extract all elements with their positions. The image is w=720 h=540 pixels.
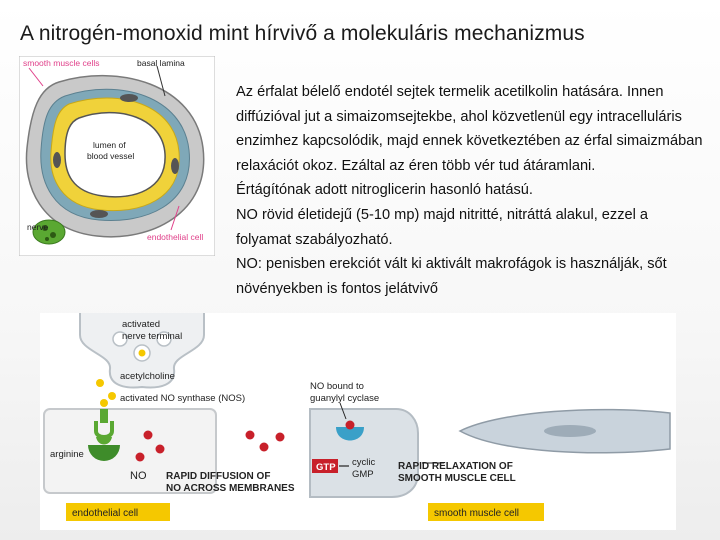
- label-nerve: nerve: [27, 222, 49, 232]
- label-activated-2: nerve terminal: [122, 331, 183, 342]
- label-no: NO: [130, 470, 147, 482]
- label-bound-2: guanylyl cyclase: [310, 393, 380, 404]
- paragraph-4: NO: penisben erekciót vált ki aktivált makrofágok is használják, sőt növényekben is fontos jelátvivő: [236, 256, 667, 297]
- paragraph-2: Értágítónak adott nitroglicerin hasonló hatású.: [236, 182, 533, 199]
- label-gtp: GTP: [316, 462, 336, 473]
- label-smooth-muscle: smooth muscle cells: [23, 58, 100, 68]
- label-cgmp-1: cyclic: [352, 457, 376, 468]
- label-endothelial: endothelial cell: [147, 232, 204, 242]
- mechanism-figure: [40, 313, 676, 530]
- label-lumen-1: lumen of: [93, 140, 126, 150]
- label-endothelial-box: endothelial cell: [72, 508, 139, 519]
- vessel-figure: [19, 56, 215, 256]
- paragraph-1: Az érfalat bélelő endotél sejtek termelik acetilkolin hatására. Innen diffúzióval jut a simaizomsejtekbe, ahol közvetlenül egy intracelluláris enzimhez kapcsolódik, majd ennek következtében az érfal simaizmában relaxációt okoz. Ezáltal az éren több vér tud átáramlani.: [236, 84, 703, 174]
- label-basal-lamina: basal lamina: [137, 58, 185, 68]
- label-nos: activated NO synthase (NOS): [120, 393, 246, 404]
- label-arginine: arginine: [50, 449, 84, 460]
- label-diffusion-1: RAPID DIFFUSION OF: [166, 471, 271, 482]
- label-relax-2: SMOOTH MUSCLE CELL: [398, 473, 516, 484]
- label-cgmp-2: GMP: [352, 469, 374, 480]
- label-activated-1: activated: [122, 319, 161, 330]
- paragraph-3: NO rövid életidejű (5-10 mp) majd nitritté, nitráttá alakul, ezzel a folyamat szabályozható.: [236, 206, 649, 248]
- label-relax-1: RAPID RELAXATION OF: [398, 461, 513, 472]
- label-bound-1: NO bound to: [310, 381, 364, 392]
- label-diffusion-2: NO ACROSS MEMBRANES: [166, 483, 295, 494]
- label-smooth-box: smooth muscle cell: [434, 508, 520, 519]
- body-text: [236, 80, 706, 301]
- slide-title: A nitrogén-monoxid mint hírvivő a molekuláris mechanizmus: [20, 22, 585, 45]
- label-lumen-2: blood vessel: [87, 151, 135, 161]
- label-acetylcholine: acetylcholine: [120, 371, 175, 382]
